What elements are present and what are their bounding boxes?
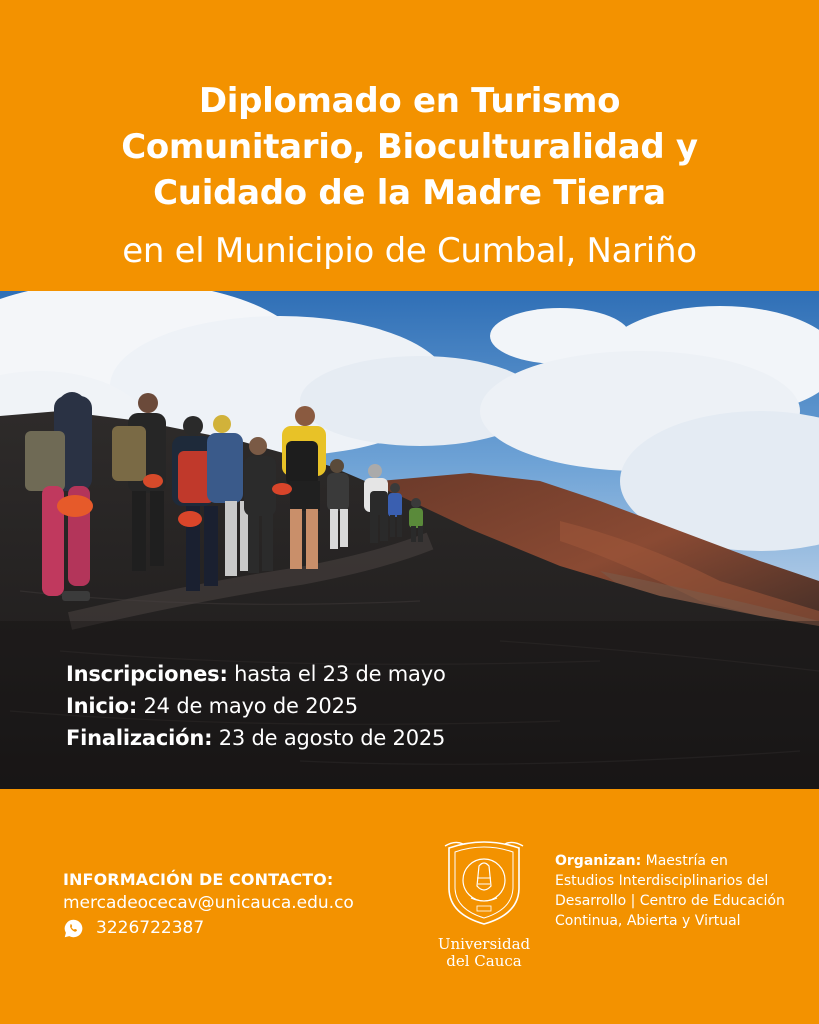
contact-block: [63, 869, 354, 940]
header: [0, 0, 819, 291]
university-seal-icon: [441, 834, 527, 928]
contact-phone-row[interactable]: [63, 916, 354, 940]
organizers-text: Maestría en Estudios Interdisciplinarios del Desarrollo | Centro de Educación Continua, Abierta y Virtual: [555, 853, 785, 929]
contact-heading: INFORMACIÓN DE CONTACTO:: [63, 870, 334, 889]
registration-value: hasta el 23 de mayo: [227, 662, 446, 686]
poster-subtitle: en el Municipio de Cumbal, Nariño: [122, 231, 697, 271]
logo-text: [435, 936, 533, 970]
start-label: Inicio:: [66, 694, 138, 718]
logo-line-2: del Cauca: [446, 952, 522, 970]
footer: [0, 789, 819, 1024]
organizers-label: Organizan:: [555, 853, 642, 869]
title-line-3: Cuidado de la Madre Tierra: [153, 173, 666, 213]
end-value: 23 de agosto de 2025: [212, 726, 446, 750]
logo-line-1: Universidad: [437, 935, 531, 953]
start-row: [66, 690, 446, 722]
start-value: 24 de mayo de 2025: [137, 694, 358, 718]
title-line-2: Comunitario, Bioculturalidad y: [121, 127, 698, 167]
registration-row: [66, 658, 446, 690]
dates-block: [66, 658, 446, 754]
end-label: Finalización:: [66, 726, 213, 750]
end-row: [66, 722, 446, 754]
registration-label: Inscripciones:: [66, 662, 228, 686]
contact-email[interactable]: mercadeocecav@unicauca.edu.co: [63, 893, 354, 913]
organizers-block: [555, 851, 785, 931]
universidad-del-cauca-logo: [435, 834, 533, 974]
title-line-1: Diplomado en Turismo: [198, 81, 621, 121]
poster-title: [0, 78, 819, 216]
contact-phone: 3226722387: [96, 918, 205, 938]
whatsapp-icon: [63, 918, 84, 939]
hikers-photo: [0, 291, 819, 789]
